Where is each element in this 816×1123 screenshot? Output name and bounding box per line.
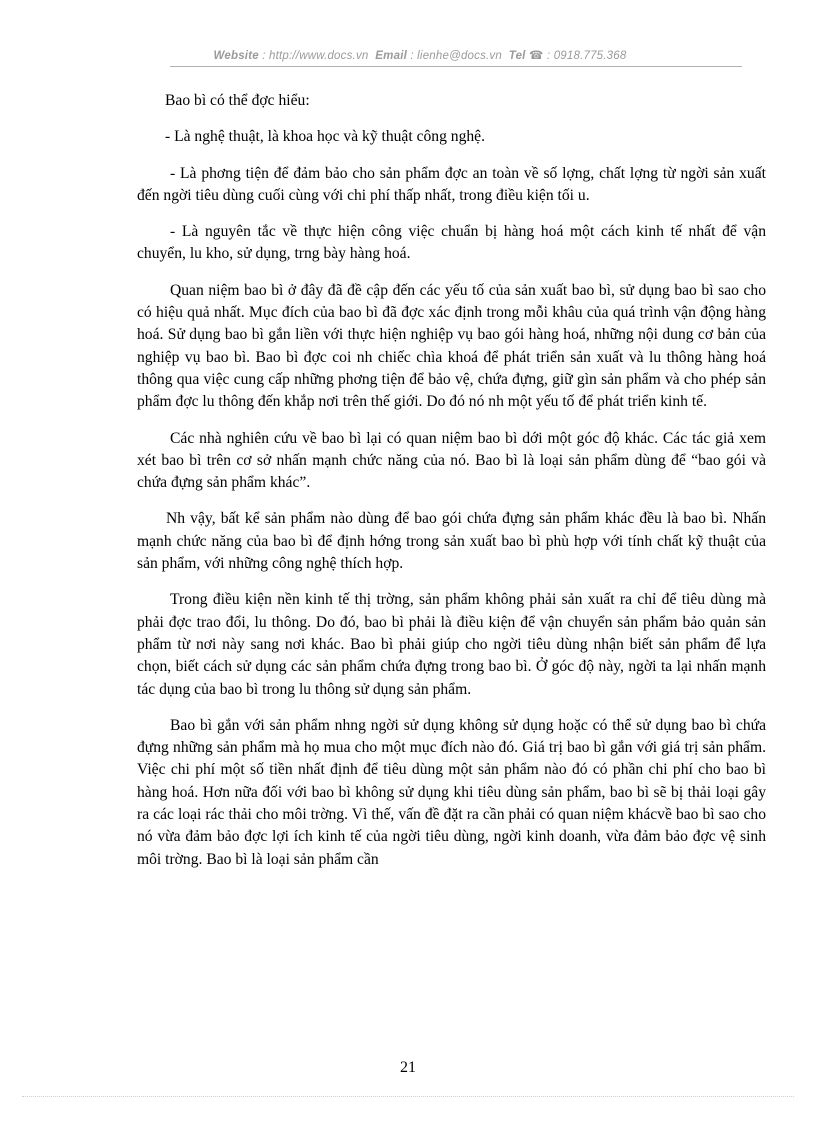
email-address[interactable]: : lienhe@docs.vn bbox=[410, 50, 502, 62]
paragraph-function: Nh vậy, bất kể sản phẩm nào dùng để bao gói chứa đựng sản phẩm khác đều là bao bì. Nhấn mạnh chức năng của bao bì để định hớng trong sản xuất bao bì phù hợp với tính chất kỹ thuật của sản phẩm, với những công nghệ thích hợp. bbox=[137, 510, 766, 573]
list-item-principle: - Là nguyên tắc về thực hiện công việc chuẩn bị hàng hoá một cách kinh tế nhất để vận chuyển, lu kho, sử dụng, trng bày hàng hoá. bbox=[137, 223, 766, 263]
website-url[interactable]: : http://www.docs.vn bbox=[262, 50, 369, 62]
email-label: Email bbox=[375, 50, 407, 62]
header-divider bbox=[170, 66, 742, 67]
footer-divider bbox=[22, 1096, 794, 1097]
paragraph-researchers: Các nhà nghiên cứu về bao bì lại có quan niệm bao bì dới một góc độ khác. Các tác giả xem xét bao bì trên cơ sở nhấn mạnh chức năng của nó. Bao bì là loại sản phẩm dùng để “bao gói và chứa đựng sản phẩm khác”. bbox=[137, 429, 766, 492]
paragraph-value: Bao bì gắn với sản phẩm nhng ngời sử dụng không sử dụng hoặc có thể sử dụng bao bì chứa đựng những sản phẩm mà họ mua cho một mục đích nào đó. Giá trị bao bì gắn với giá trị sản phẩm. Việc chi phí một số tiền nhất định để tiêu dùng một sản phẩm nào đó có phần chi phí cho bao bì hàng hoá. Hơn nữa đối với bao bì không sử dụng khi tiêu dùng sản phẩm, bao bì sẽ bị thải loại gây ra các loại rác thải cho môi trờng. Vì thế, vấn đề đặt ra cần phải có quan niệm khácvề bao bì sao cho nó vừa đảm bảo đợc lợi ích kinh tế của ngời tiêu dùng, ngời kinh doanh, vừa đảm bảo đợc vệ sinh môi trờng. Bao bì là loại sản phẩm cần bbox=[137, 716, 766, 868]
list-item-art-science: - Là nghệ thuật, là khoa học và kỹ thuật công nghệ. bbox=[165, 128, 486, 146]
document-body bbox=[137, 90, 766, 885]
list-item-means: - Là phơng tiện để đảm bảo cho sản phẩm đợc an toàn về số lợng, chất lợng từ ngời sản xuất đến ngời tiêu dùng cuối cùng với chi phí thấp nhất, trong điều kiện tối u. bbox=[137, 164, 766, 204]
telephone-icon: ☎ bbox=[528, 50, 544, 62]
page-header bbox=[100, 48, 740, 62]
page-number: 21 bbox=[400, 1059, 416, 1076]
paragraph-concept: Quan niệm bao bì ở đây đã đề cập đến các yếu tố của sản xuất bao bì, sử dụng bao bì sao cho có hiệu quả nhất. Mục đích của bao bì đã đợc xác định trong mỗi khâu của quá trình vận động hàng hoá. Sử dụng bao bì gắn liền với thực hiện nghiệp vụ bao gói hàng hoá, những nội dung cơ bản của nghiệp vụ bao bì. Bao bì đợc coi nh chiếc chìa khoá để phát triển sản xuất và lu thông hàng hoá thông qua việc cung cấp những phơng tiện để bảo vệ, chứa đựng, giữ gìn sản phẩm và cho phép sản phẩm đợc lu thông đến khắp nơi trên thế giới. Do đó nó nh một yếu tố để phát triển kinh tế. bbox=[137, 281, 766, 411]
tel-number: : 0918.775.368 bbox=[546, 50, 627, 62]
tel-label: Tel bbox=[508, 50, 526, 62]
paragraph-market: Trong điều kiện nền kinh tế thị trờng, sản phẩm không phải sản xuất ra chỉ để tiêu dùng mà phải đợc trao đổi, lu thông. Do đó, bao bì phải là điều kiện để vận chuyển sản phẩm bảo quản sản phẩm từ nơi này sang nơi khác. Bao bì phải giúp cho ngời tiêu dùng nhận biết sản phẩm để lựa chọn, biết cách sử dụng các sản phẩm chứa đựng trong bao bì. Ở góc độ này, ngời ta lại nhấn mạnh tác dụng của bao bì trong lu thông sử dụng sản phẩm. bbox=[137, 591, 766, 698]
paragraph-intro: Bao bì có thể đợc hiểu: bbox=[165, 92, 310, 109]
website-label: Website bbox=[213, 50, 259, 62]
